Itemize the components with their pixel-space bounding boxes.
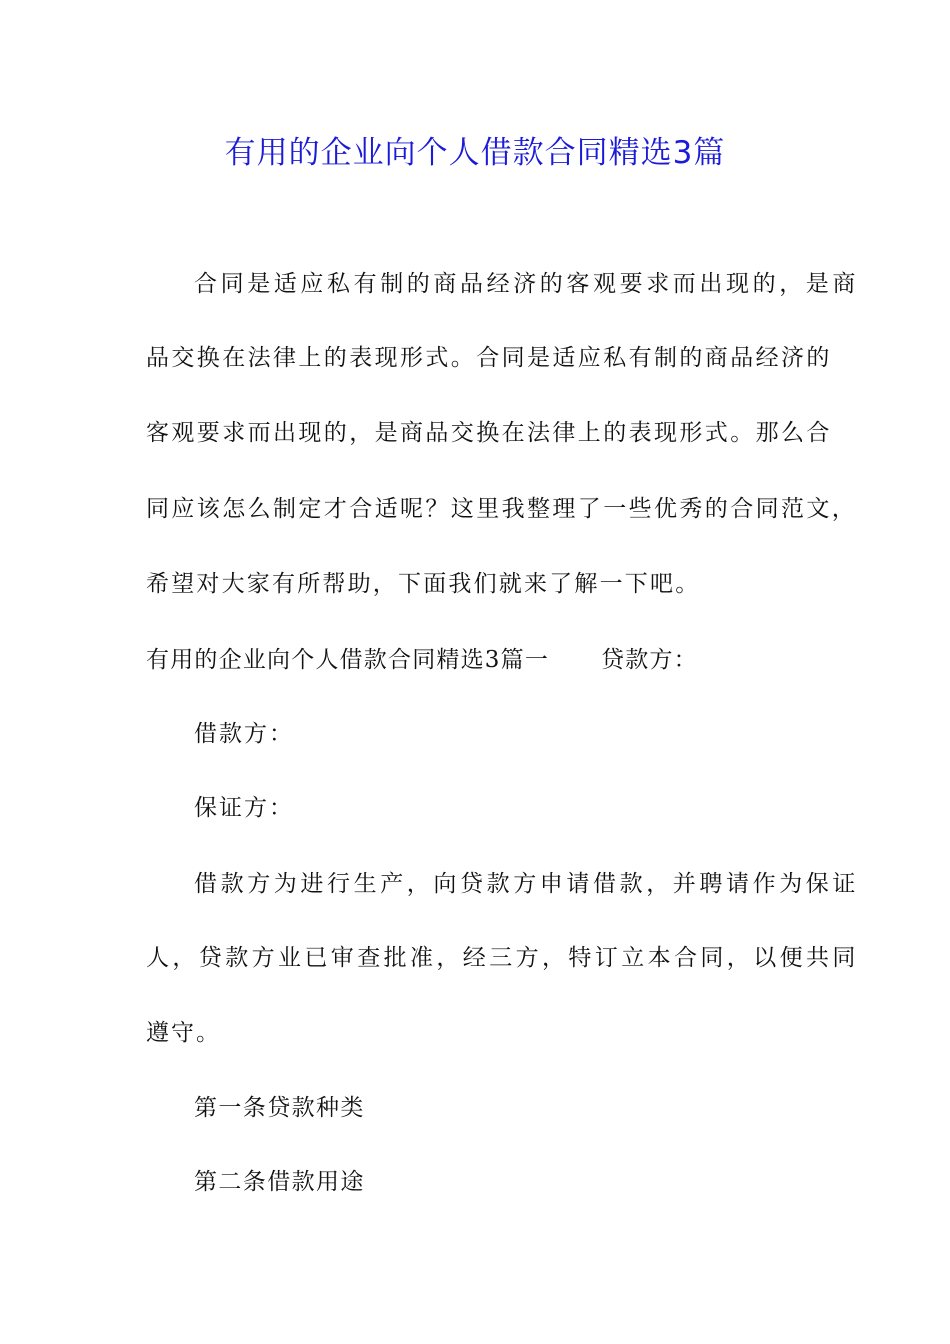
document-title: 有用的企业向个人借款合同精选3篇 (224, 135, 726, 171)
article-2-heading: 第二条借款用途 (194, 1169, 365, 1195)
intro-line-5: 希望对大家有所帮助，下面我们就来了解一下吧。 (146, 571, 701, 597)
section-heading: 有用的企业向个人借款合同精选3篇一 (146, 647, 550, 673)
body-line-3: 遵守。 (146, 1020, 221, 1046)
intro-line-4: 同应该怎么制定才合适呢？这里我整理了一些优秀的合同范文， (146, 496, 858, 522)
body-line-1: 借款方为进行生产，向贷款方申请借款，并聘请作为保证 (194, 871, 859, 897)
intro-line-1: 合同是适应私有制的商品经济的客观要求而出现的，是商 (194, 271, 859, 297)
article-1-heading: 第一条贷款种类 (194, 1095, 365, 1121)
guarantor-label: 保证方： (194, 795, 294, 821)
intro-line-3: 客观要求而出现的，是商品交换在法律上的表现形式。那么合 (146, 420, 832, 446)
section-heading-row (146, 642, 698, 678)
lender-label: 贷款方： (601, 647, 698, 673)
body-line-2: 人，贷款方业已审查批准，经三方，特订立本合同，以便共同 (146, 945, 859, 971)
borrower-label: 借款方： (194, 721, 294, 747)
intro-line-2: 品交换在法律上的表现形式。合同是适应私有制的商品经济的 (146, 345, 832, 371)
